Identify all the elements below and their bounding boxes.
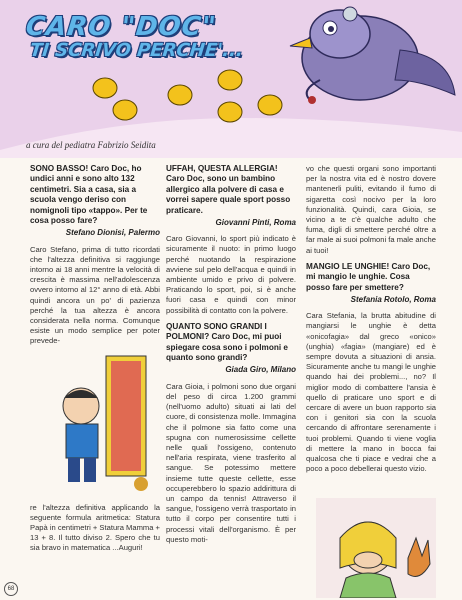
letter-answer-continued: re l'altezza definitiva applicando la seguente formula aritmetica: Statura Papà in centimetri + Statura Mamma + 13 + 8. Il tutto diviso 2. Spero che tu sia bravo in matematica ...Auguri!: [30, 502, 160, 553]
column-3: [306, 164, 436, 481]
letter-question: QUANTO SONO GRANDI I POLMONI? Caro Doc, mi puoi spiegare cosa sono i polmoni e quanto sono grandi?: [166, 321, 288, 363]
letter-signature: Giada Giro, Milano: [225, 365, 296, 375]
letter-answer: Cara Stefania, la brutta abitudine di mangiarsi le unghie è detta «onicofagia» dal greco «onico» (unghia) «fagia» (mangiare) ed è sempre dovuta a situazioni di ansia. Sicuramente anche tu mangi le unghie quando hai dei problemi..., no? Il miglior modo di combattere l'ansia è quello di praticare uno sport e di cercare di avere un buon rapporto sia con i genitori sia con la scuola cercando di affrontare serenamente i tuoi problemi. Quando ti viene voglia di mettere la mano in bocca fai qualcosa che ti piace e vedrai che a poco a poco debellerai questo vizio.: [306, 311, 436, 474]
title-line-2: TI SCRIVO PERCHE'...: [28, 40, 245, 61]
header-banner: [0, 0, 462, 158]
chick-illustrations: [93, 70, 282, 122]
letter-question: MANGIO LE UNGHIE! Caro Doc, mi mangio le unghie. Cosa posso fare per smettere?: [306, 261, 431, 292]
doc-bird-illustration: [290, 7, 455, 104]
letter-question: UFFAH, QUESTA ALLERGIA! Caro Doc, sono un bambino allergico alla polvere di casa e vorrei sapere quale sport posso praticare.: [166, 164, 291, 215]
title-line-1: CARO "DOC": [24, 12, 218, 42]
letter-signature: Stefania Rotolo, Roma: [350, 295, 436, 305]
letter-signature: Giovanni Pinti, Roma: [215, 218, 296, 228]
letter-answer: Cara Gioia, i polmoni sono due organi del peso di circa 1.200 grammi (nell'uomo adulto) situati ai lati del cuore, di consistenza molle. Immagina che il polmone sia fatto come una spugna con numerosissime cellette nelle quali l'ossigeno, contenuto nell'aria respirata, viene trasferito al sangue. Se potessimo mettere insieme tutte queste cellette, esse occuperebbero lo spazio addirittura di un campo da tennis! Attraverso il sangue, l'ossigeno verrà trasportato in tutto il corpo per consentire tutti i processi vitali dell'organismo. È per questo moti-: [166, 381, 296, 544]
letter-answer: Caro Giovanni, lo sport più indicato è sicuramente il nuoto: in primo luogo perché nuotando la respirazione avviene sul pelo dell'acqua e quindi in ambiente umido e privo di polvere. Praticando lo sport, poi, si è anche fuori casa e quindi con minor possibilità di contatto con la polvere.: [166, 234, 296, 315]
page-number: 68: [4, 582, 18, 596]
nail-biting-girl-illustration: [316, 498, 436, 598]
column-2: [166, 164, 296, 551]
letter-answer: Caro Stefano, prima di tutto ricordati che l'altezza definitiva si raggiunge intorno ai 18 anni mentre la velocità di crescita è massima nell'adolescenza ovvero intorno al 12° anno di età. Abbi quindi ancora un po' di pazienza perché la tua altezza è ancora considerata nella norma. Comunque esiste un modo semplice per poter prevede-: [30, 244, 160, 346]
letter-answer-continued: vo che questi organi sono importanti per la nostra vita ed è nostro dovere mantenerli puliti, evitando il fumo di sigaretta così nocivo per la loro funzionalità. Quindi, cara Gioia, se vicino a te c'è qualche adulto che fuma, digli di smettere perché oltre a far male ai suoi polmoni fa male anche ai tuoi!: [306, 164, 437, 255]
letter-question: SONO BASSO! Caro Doc, ho undici anni e sono alto 132 centimetri. Sia a casa, sia a scuola vengo deriso con nomignoli tipo «tappo». Per te cosa posso fare?: [30, 164, 148, 226]
curator-credit: a cura del pediatra Fabrizio Seidita: [26, 140, 156, 150]
header-title: [26, 12, 243, 61]
short-boy-illustration: [36, 346, 166, 496]
letter-signature: Stefano Dionisi, Palermo: [65, 228, 160, 238]
